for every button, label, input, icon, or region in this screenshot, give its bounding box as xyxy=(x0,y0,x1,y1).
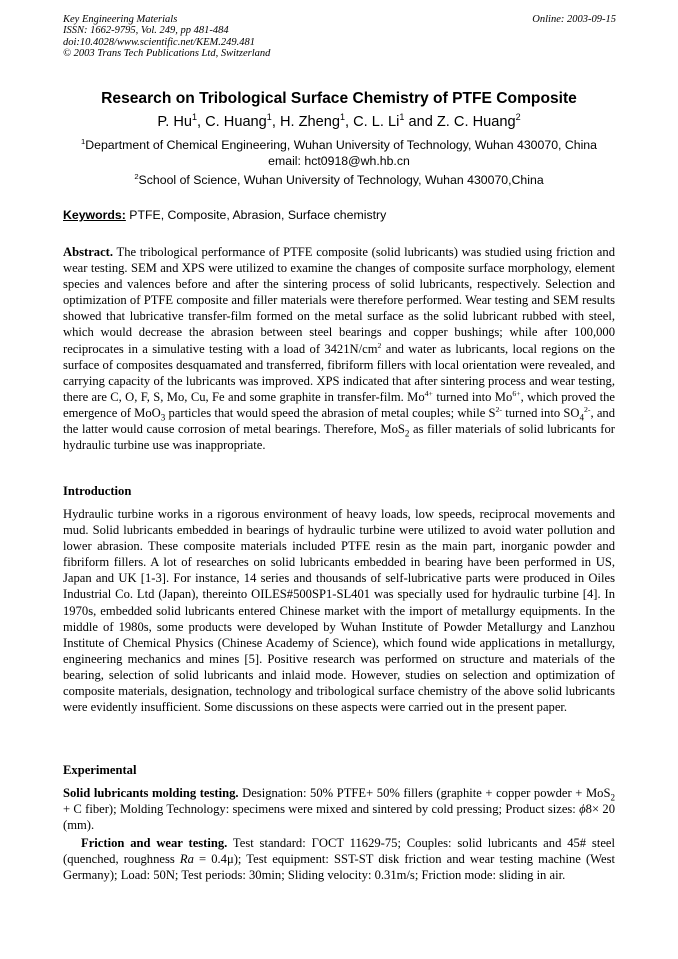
journal-name: Key Engineering Materials xyxy=(63,14,178,25)
author-affiliation-mark: 2 xyxy=(515,112,521,123)
author-affiliation-mark: 1 xyxy=(191,112,198,123)
paper-title: Research on Tribological Surface Chemistry of PTFE Composite xyxy=(101,90,577,107)
journal-issn: ISSN: 1662-9795, Vol. 249, pp 481-484 xyxy=(63,25,229,37)
paragraph-label: Solid lubricants molding testing. xyxy=(63,786,239,800)
online-date: Online: 2003-09-15 xyxy=(532,14,616,25)
abstract-text: as filler materials of solid lubricants for hydraulic turbine use was inappropriate. xyxy=(63,422,615,453)
paragraph-text: 11629-75; Couples: solid lubricants and 45# steel (quenched, roughness xyxy=(63,836,615,867)
author-list xyxy=(0,114,678,130)
subscript: 3 xyxy=(160,412,166,423)
journal-doi: doi:10.4028/www.scientific.net/KEM.249.481 xyxy=(63,36,255,48)
journal-header xyxy=(63,14,616,60)
contact-email[interactable]: email: hct0918@wh.hb.cn xyxy=(268,153,410,168)
paragraph-text: Designation: 50% PTFE+ 50% fillers (graphite + copper powder + MoS xyxy=(238,786,611,800)
gost-standard: ΓOCT xyxy=(311,836,344,850)
affiliation-text: Department of Chemical Engineering, Wuhan University of Technology, Wuhan 430070, China xyxy=(85,138,597,152)
subscript: 2 xyxy=(404,428,410,439)
affiliation-number: 2 xyxy=(134,171,139,181)
abstract-text: , which proved the emergence of MoO xyxy=(63,389,615,420)
keywords-text: PTFE, Composite, Abrasion, Surface chemistry xyxy=(125,208,387,222)
journal-copyright: © 2003 Trans Tech Publications Ltd, Switzerland xyxy=(63,48,271,60)
author-separator: , xyxy=(345,114,354,130)
paragraph-text: + C fiber); Molding Technology: specimens were mixed and sintered by cold pressing; Product sizes: xyxy=(63,802,580,817)
author-separator: , xyxy=(197,114,206,130)
introduction-paragraph: Hydraulic turbine works in a rigorous environment of heavy loads, low speeds, reciprocal movements and mud. Solid lubricants embedded in bearings of hydraulic turbine were utilized to avoid water pollution and lower abrasion. These composite materials included PTFE resin as the main part, inorganic powder and fibriform fillers. A lot of researches on solid lubricants embedded in bearing have been performed in US, Japan and UK [1-3]. For instance, 14 series and thousands of self-lubricative parts were produced in Oiles Industrial Co. Ltd (Japan), thereinto OILES#500SP1-SL401 was specially used for hydraulic turbine [4]. In 1970s, embedded solid lubricants entered Chinese market with the import of metallurgy equipments. In the middle of 1980s, some products were developed by Wuhan Institute of Powder Metallurgy and Lanzhou Institute of Chemical Physics (Chinese Academy of Science), which found wide applications in metallurgy, engineering mechanics and mines [5]. Positive research was performed on structure and materials of the bearing, selection of solid lubricants and inlaid mode. However, studies on selection and optimization of composite materials, designation, technology and tribological surface chemistry of the above solid lubricants were evidently insufficient. Some discussions on these aspects were carried out in the present paper. xyxy=(63,507,615,715)
author-name: H. Zheng xyxy=(279,114,340,130)
experimental-heading: Experimental xyxy=(63,763,137,777)
superscript: 2 xyxy=(377,340,382,350)
author-separator: and xyxy=(404,114,437,130)
superscript: 2- xyxy=(495,404,503,414)
affiliation-number: 1 xyxy=(81,136,86,146)
product-size: 8× 20 xyxy=(585,802,615,817)
paragraph-text: Test standard: xyxy=(227,836,312,850)
author-name: C. L. Li xyxy=(353,114,400,130)
keywords xyxy=(63,208,386,222)
author-name: Z. C. Huang xyxy=(436,114,516,130)
paragraph-text: (mm). xyxy=(63,818,95,833)
abstract-text: , and the latter would cause corrosion of metal bearings. Therefore, MoS xyxy=(63,405,616,437)
paragraph-label: Friction and wear testing. xyxy=(81,836,228,850)
roughness-symbol: Ra xyxy=(179,852,194,867)
superscript: 4+ xyxy=(424,388,433,398)
author-name: P. Hu xyxy=(157,114,192,130)
abstract-text: The tribological performance of PTFE composite (solid lubricants) was studied using friction and wear testing. SEM and XPS were utilized to examine the changes of composite surface morphology, element species and valences before and after the sintering process of solid lubricants, respectively. Selection and optimization of PTFE composite and filler materials were therefore performed. Wear testing and SEM results showed that lubricative transfer-film formed on the metal surface as the solid lubricant rubbed with steel, which would decrease the abrasion between steel bearings and copper bushings; while after 100,000 reciprocates in a simulative testing with a load of 3421N/cm xyxy=(63,245,615,356)
keywords-label: Keywords: xyxy=(63,208,126,222)
abstract-paragraph xyxy=(63,244,615,453)
subscript: 4 xyxy=(579,412,584,423)
paragraph-text: = 0.4μ); Test equipment: SST-ST disk friction and wear testing machine (West Germany); Load: 50N; Test periods: 30min; Sliding velocity: 0.31m/s; Friction mode: sliding in air. xyxy=(63,852,616,883)
author-affiliation-mark: 1 xyxy=(266,112,272,123)
abstract-text: turned into Mo xyxy=(432,389,513,404)
author-separator: , xyxy=(271,114,280,130)
abstract-text: particles that would speed the abrasion of metal couples; while S xyxy=(165,405,496,420)
subscript: 2 xyxy=(610,792,615,803)
affiliation-2 xyxy=(0,173,678,189)
abstract-label: Abstract. xyxy=(63,245,114,259)
superscript: 2- xyxy=(583,404,591,414)
affiliation-1 xyxy=(0,138,678,169)
abstract-text: turned into SO xyxy=(502,405,580,420)
molding-testing-paragraph xyxy=(63,785,615,833)
friction-wear-testing-paragraph xyxy=(63,835,615,883)
phi-symbol: ϕ xyxy=(579,802,586,817)
affiliation-text: School of Science, Wuhan University of Technology, Wuhan 430070,China xyxy=(138,173,544,187)
superscript: 6+ xyxy=(512,388,521,398)
author-affiliation-mark: 1 xyxy=(339,112,346,123)
abstract-text: and water as lubricants, local regions on the surface of composites desquamated and transferred, fibriform fillers with local orientation were revealed, and carrying capacity of the lubricants was improved. XPS indicated that after sintering process and wear testing, there are C, O, F, S, Mo, Cu, Fe and some graphite in transfer-film. Mo xyxy=(63,341,615,404)
author-name: C. Huang xyxy=(205,114,267,130)
author-affiliation-mark: 1 xyxy=(399,112,405,123)
introduction-heading: Introduction xyxy=(63,484,132,498)
